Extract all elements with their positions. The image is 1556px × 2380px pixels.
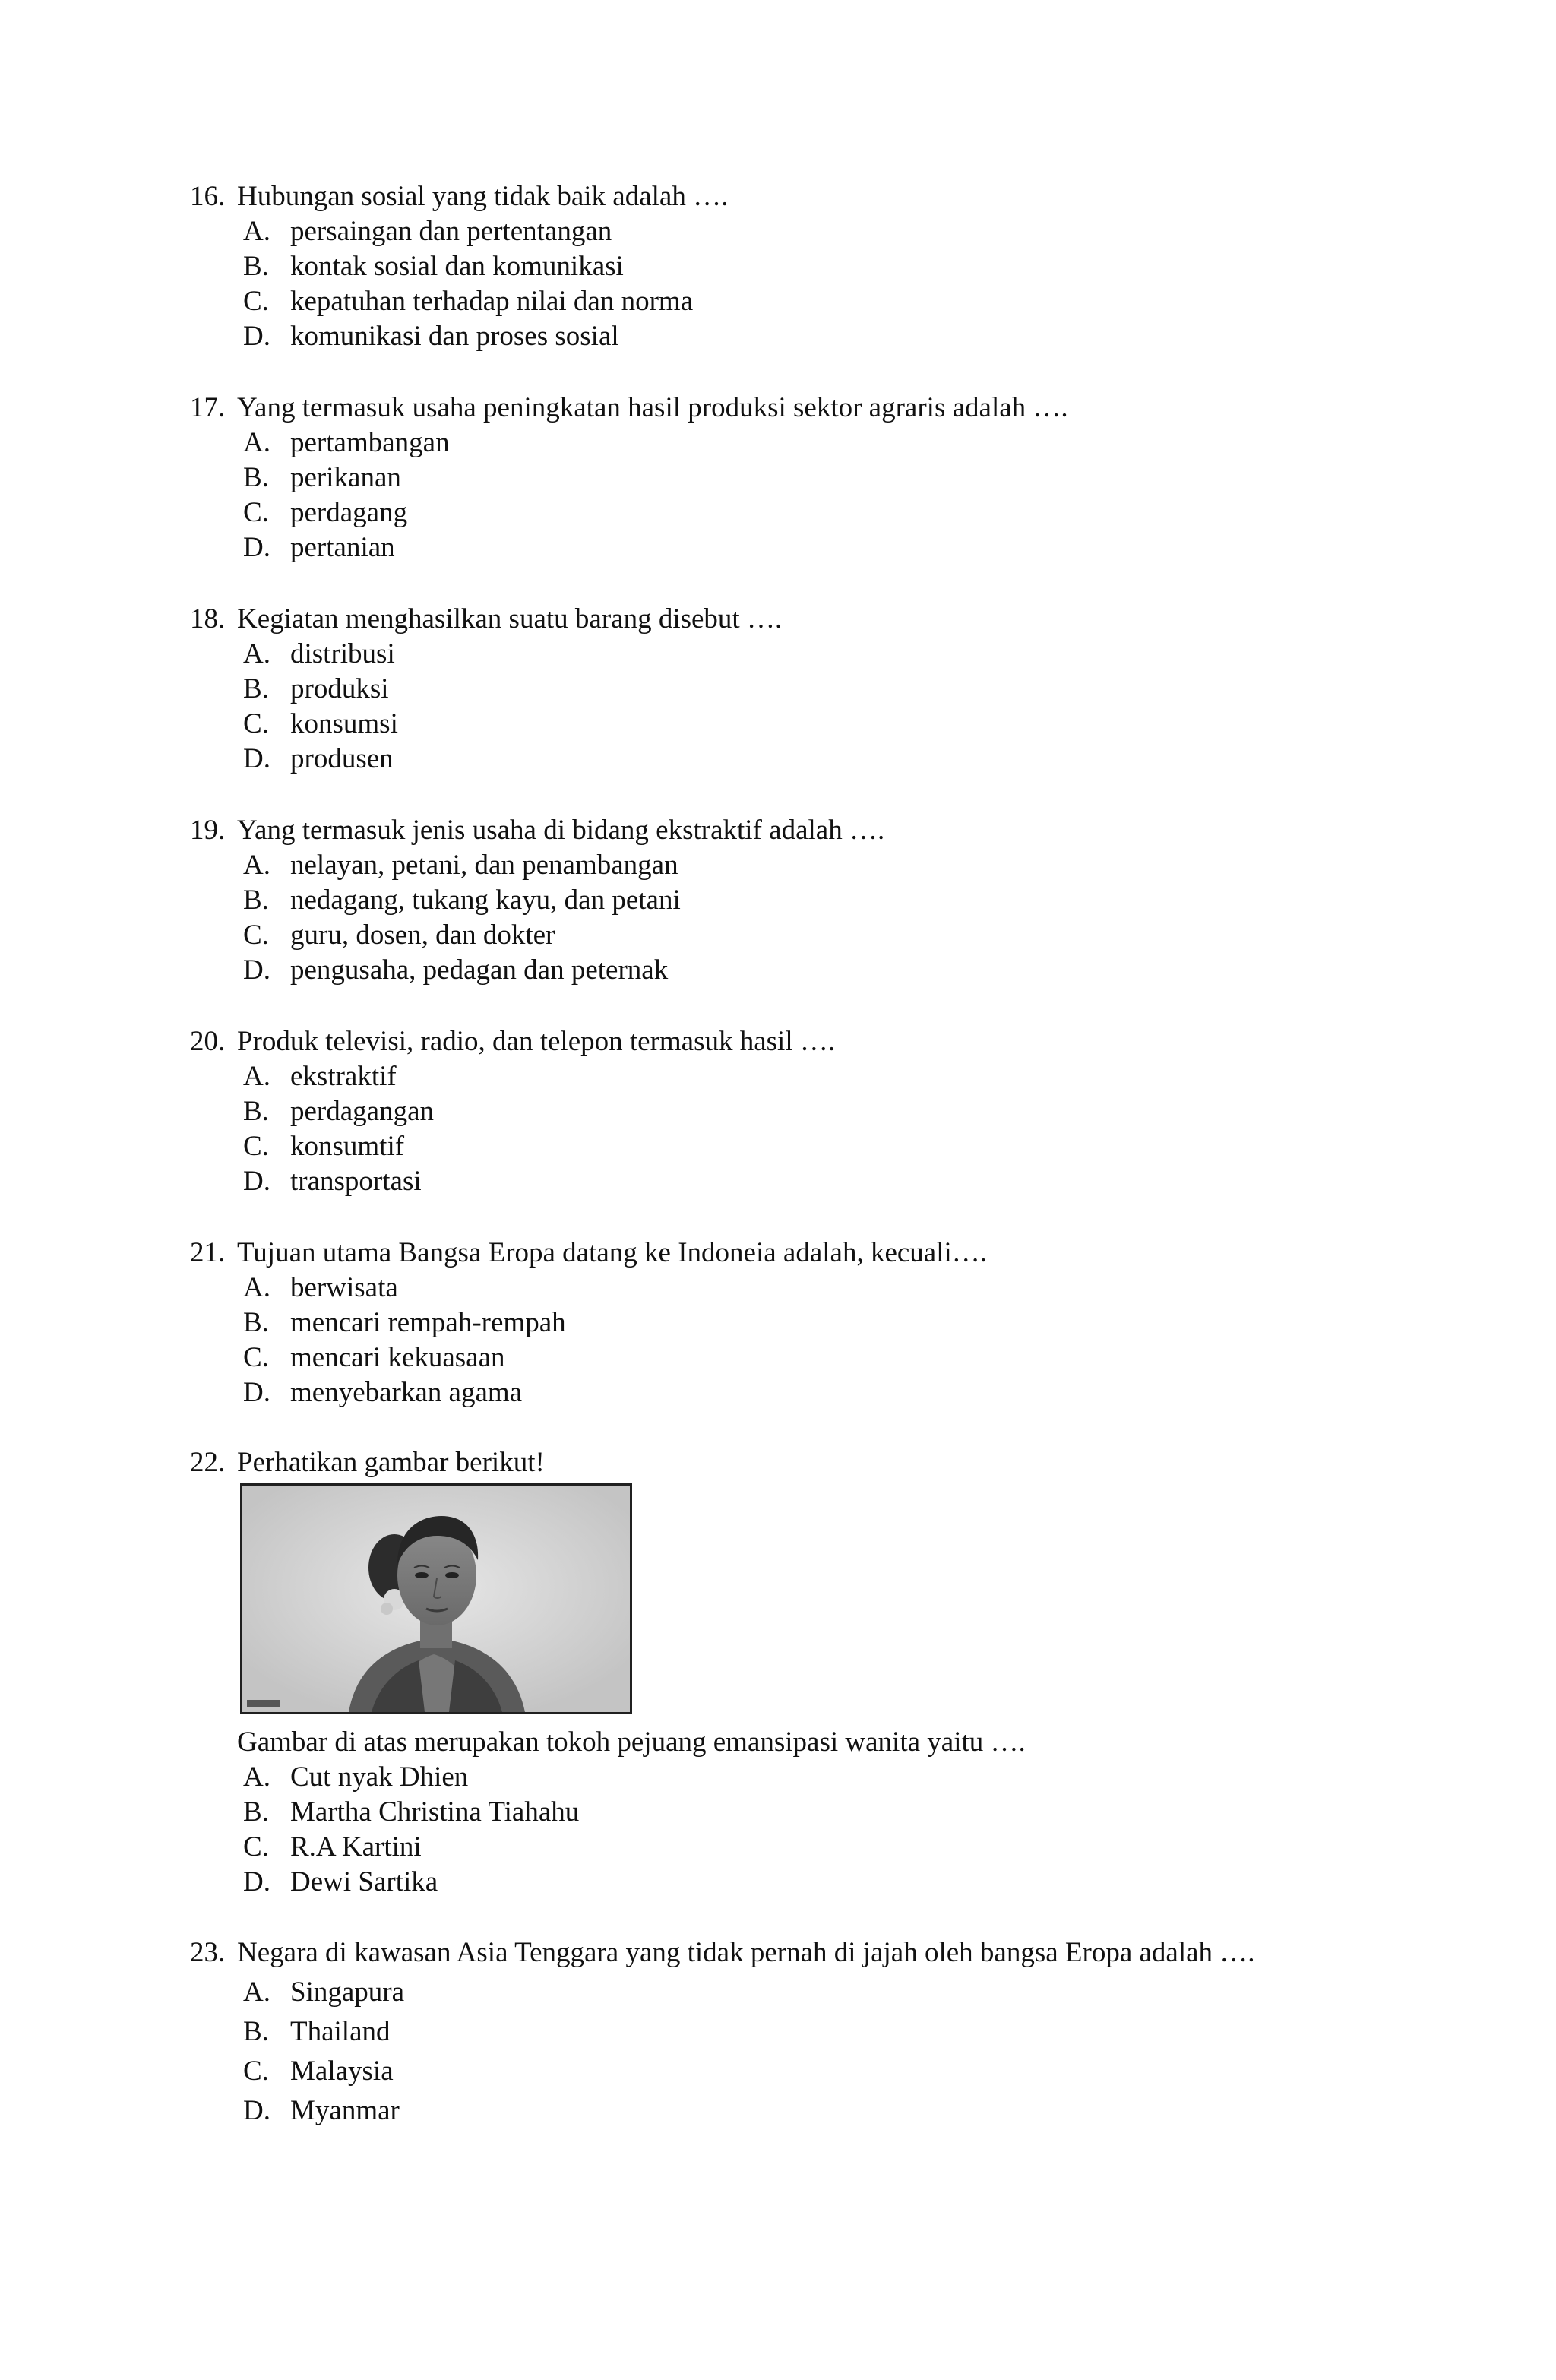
option-letter: A. [243, 1976, 270, 2008]
option-letter: C. [243, 1131, 269, 1162]
portrait-photo-icon [242, 1486, 630, 1712]
option-text: kontak sosial dan komunikasi [290, 251, 624, 282]
option-letter: B. [243, 1096, 269, 1127]
option-text: pengusaha, pedagan dan peternak [290, 954, 669, 986]
option-text: produksi [290, 673, 389, 704]
option-c[interactable] [243, 495, 1406, 530]
option-d[interactable] [243, 1375, 1406, 1410]
option-b[interactable] [243, 2012, 1406, 2052]
option-b[interactable] [243, 1795, 1406, 1830]
option-letter: A. [243, 638, 270, 669]
question-stem: Perhatikan gambar berikut! [237, 1447, 545, 1478]
option-letter: B. [243, 885, 269, 916]
question-number: 22. [190, 1447, 226, 1478]
option-b[interactable] [243, 1094, 1406, 1129]
question-number: 19. [190, 815, 226, 846]
option-c[interactable] [243, 284, 1406, 319]
option-letter: D. [243, 743, 270, 774]
option-text: ekstraktif [290, 1061, 397, 1092]
option-text: Malaysia [290, 2056, 394, 2087]
option-c[interactable] [243, 1830, 1406, 1865]
question-number: 17. [190, 392, 226, 423]
option-text: perdagangan [290, 1096, 435, 1127]
question-stem: Hubungan sosial yang tidak baik adalah …. [237, 181, 729, 212]
option-letter: C. [243, 2056, 269, 2087]
option-text: pertanian [290, 532, 395, 563]
question-number: 23. [190, 1937, 226, 1968]
question-number: 16. [190, 181, 226, 212]
question-21 [190, 1236, 1406, 1410]
portrait-photo [240, 1483, 632, 1714]
option-letter: D. [243, 2095, 270, 2126]
option-text: berwisata [290, 1272, 398, 1303]
option-d[interactable] [243, 2091, 1406, 2131]
option-letter: C. [243, 919, 269, 951]
option-text: komunikasi dan proses sosial [290, 321, 619, 352]
question-18 [190, 602, 1406, 777]
question-16 [190, 179, 1406, 354]
option-text: Cut nyak Dhien [290, 1761, 469, 1793]
option-b[interactable] [243, 1306, 1406, 1340]
option-letter: C. [243, 1342, 269, 1373]
option-a[interactable] [243, 637, 1406, 672]
option-a[interactable] [243, 214, 1406, 249]
option-letter: D. [243, 1166, 270, 1197]
question-stem: Produk televisi, radio, dan telepon termasuk hasil …. [237, 1026, 836, 1057]
option-text: nelayan, petani, dan penambangan [290, 850, 678, 881]
option-d[interactable] [243, 1865, 1406, 1900]
question-stem: Yang termasuk jenis usaha di bidang ekstraktif adalah …. [237, 815, 885, 846]
question-17 [190, 391, 1406, 565]
option-a[interactable] [243, 1059, 1406, 1094]
option-text: Dewi Sartika [290, 1866, 438, 1897]
option-c[interactable] [243, 1340, 1406, 1375]
option-text: mencari rempah-rempah [290, 1307, 566, 1338]
question-22-options [190, 1725, 1406, 1900]
option-d[interactable] [243, 530, 1406, 565]
option-text: Myanmar [290, 2095, 400, 2126]
option-text: Martha Christina Tiahahu [290, 1796, 580, 1828]
option-letter: A. [243, 216, 270, 247]
option-c[interactable] [243, 1129, 1406, 1164]
question-22 [190, 1445, 1406, 1480]
option-letter: B. [243, 251, 269, 282]
option-b[interactable] [243, 883, 1406, 918]
option-letter: A. [243, 1061, 270, 1092]
option-text: Thailand [290, 2016, 391, 2047]
photo-watermark [247, 1700, 280, 1707]
option-d[interactable] [243, 319, 1406, 354]
option-a[interactable] [243, 848, 1406, 883]
option-letter: A. [243, 1272, 270, 1303]
option-a[interactable] [243, 1760, 1406, 1795]
option-text: guru, dosen, dan dokter [290, 919, 555, 951]
question-23 [190, 1933, 1406, 2131]
option-letter: C. [243, 708, 269, 739]
question-stem: Yang termasuk usaha peningkatan hasil produksi sektor agraris adalah …. [237, 392, 1068, 423]
option-letter: D. [243, 532, 270, 563]
option-b[interactable] [243, 249, 1406, 284]
option-text: transportasi [290, 1166, 422, 1197]
option-text: perikanan [290, 462, 401, 493]
option-text: menyebarkan agama [290, 1377, 523, 1408]
option-text: konsumsi [290, 708, 398, 739]
option-d[interactable] [243, 742, 1406, 777]
option-text: Singapura [290, 1976, 405, 2008]
option-text: nedagang, tukang kayu, dan petani [290, 885, 681, 916]
option-text: perdagang [290, 497, 408, 528]
option-letter: A. [243, 1761, 270, 1793]
option-letter: B. [243, 2016, 269, 2047]
question-20 [190, 1024, 1406, 1199]
option-a[interactable] [243, 1271, 1406, 1306]
question-number: 21. [190, 1237, 226, 1268]
option-a[interactable] [243, 1973, 1406, 2012]
option-letter: A. [243, 850, 270, 881]
option-letter: D. [243, 954, 270, 986]
option-text: konsumtif [290, 1131, 405, 1162]
option-b[interactable] [243, 460, 1406, 495]
option-letter: B. [243, 1796, 269, 1828]
question-number: 20. [190, 1026, 226, 1057]
option-letter: C. [243, 497, 269, 528]
option-letter: C. [243, 1831, 269, 1863]
option-c[interactable] [243, 707, 1406, 742]
option-text: produsen [290, 743, 394, 774]
question-number: 18. [190, 603, 226, 635]
option-letter: A. [243, 427, 270, 458]
question-stem: Negara di kawasan Asia Tenggara yang tidak pernah di jajah oleh bangsa Eropa adalah …. [237, 1937, 1255, 1968]
option-letter: B. [243, 462, 269, 493]
option-letter: C. [243, 286, 269, 317]
option-c[interactable] [243, 918, 1406, 953]
option-letter: B. [243, 1307, 269, 1338]
option-d[interactable] [243, 953, 1406, 988]
question-stem: Kegiatan menghasilkan suatu barang disebut …. [237, 603, 783, 635]
question-followup: Gambar di atas merupakan tokoh pejuang emansipasi wanita yaitu …. [237, 1726, 1026, 1758]
option-letter: D. [243, 1377, 270, 1408]
question-stem: Tujuan utama Bangsa Eropa datang ke Indoneia adalah, kecuali…. [237, 1237, 988, 1268]
option-text: mencari kekuasaan [290, 1342, 505, 1373]
question-19 [190, 813, 1406, 988]
option-letter: D. [243, 321, 270, 352]
option-a[interactable] [243, 426, 1406, 460]
option-text: persaingan dan pertentangan [290, 216, 612, 247]
option-b[interactable] [243, 672, 1406, 707]
option-text: R.A Kartini [290, 1831, 422, 1863]
option-text: kepatuhan terhadap nilai dan norma [290, 286, 694, 317]
option-letter: D. [243, 1866, 270, 1897]
option-c[interactable] [243, 2052, 1406, 2091]
option-letter: B. [243, 673, 269, 704]
option-text: distribusi [290, 638, 395, 669]
option-d[interactable] [243, 1164, 1406, 1199]
option-text: pertambangan [290, 427, 450, 458]
